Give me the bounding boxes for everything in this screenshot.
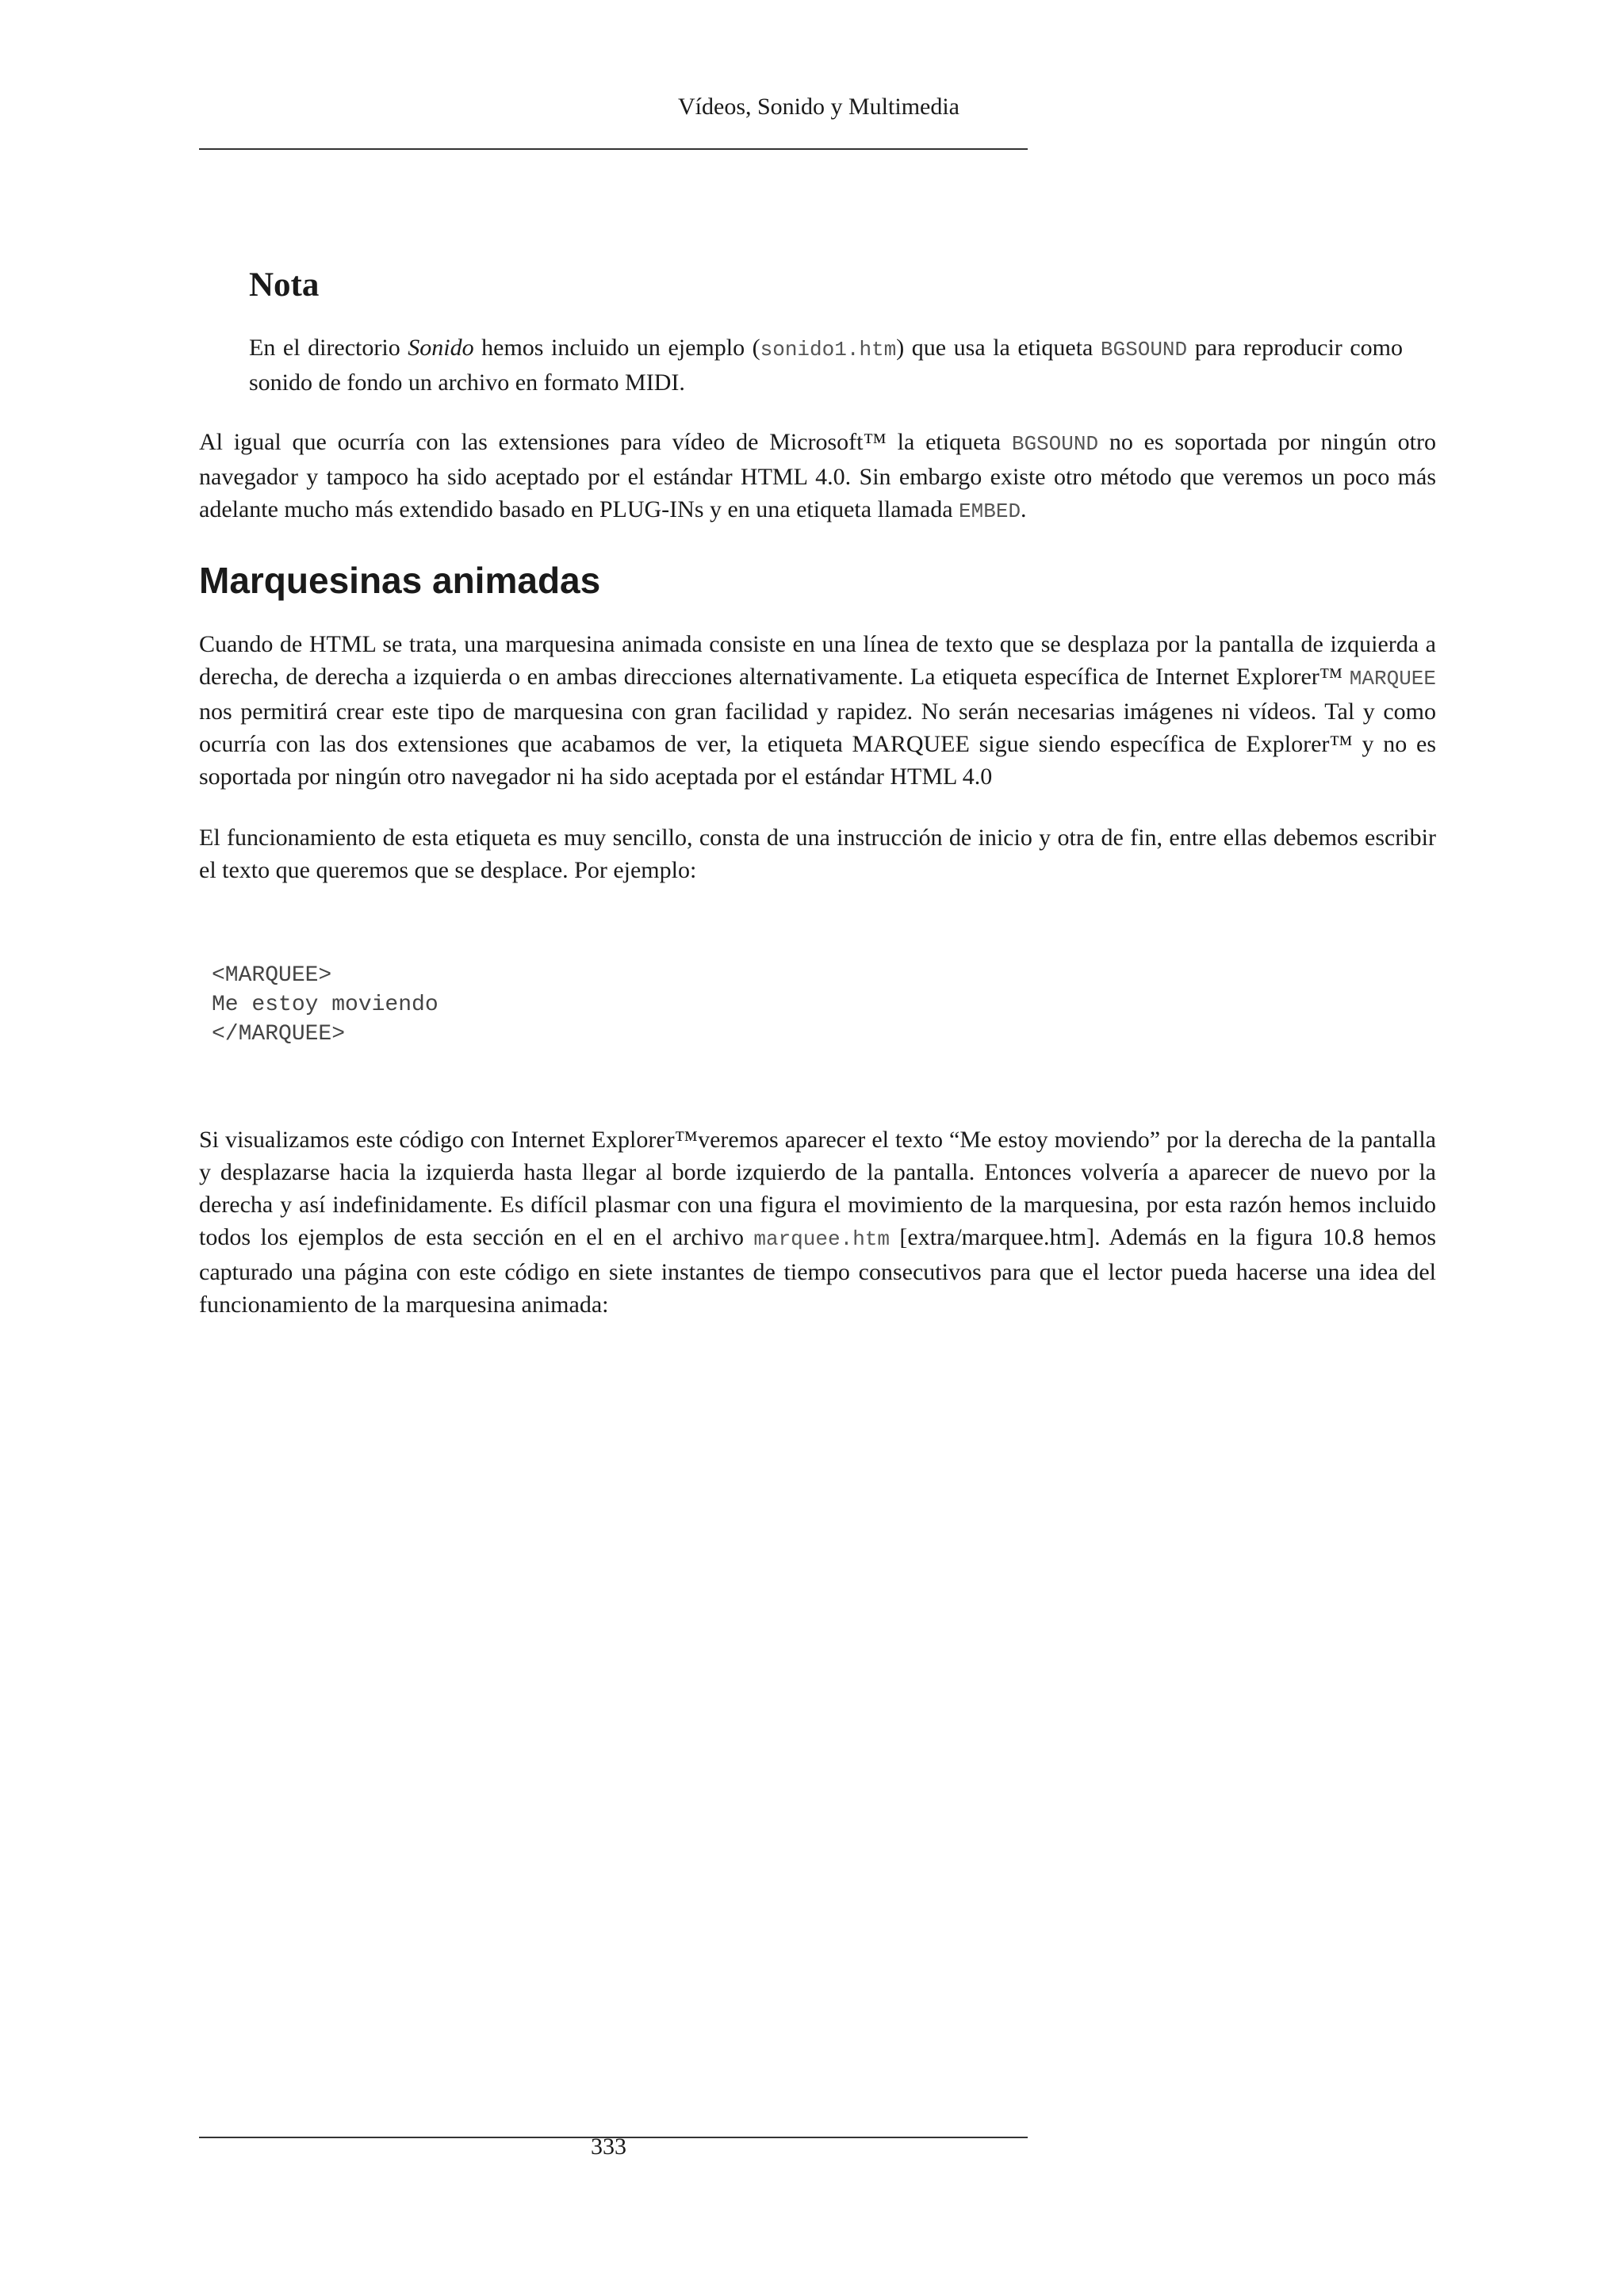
inline-code: BGSOUND [1011, 432, 1099, 456]
note-text: para reproducir como sonido de fondo un archivo en formato MIDI. [249, 335, 1403, 396]
section-heading: Marquesinas animadas [199, 560, 601, 601]
note-tag-code: BGSOUND [1100, 338, 1188, 362]
code-line: </MARQUEE> [212, 1022, 346, 1047]
paragraph-text: Al igual que ocurría con las extensiones para vídeo de Microsoft™ la etiqueta [199, 429, 1012, 455]
note-title: Nota [249, 266, 320, 304]
note-filename-code: sonido1.htm [760, 338, 897, 362]
paragraph-marquee-intro [199, 628, 1436, 793]
page-content [199, 262, 1436, 1349]
note-text: ) que usa la etiqueta [896, 335, 1101, 361]
paragraph-bgsound [199, 426, 1436, 528]
code-line: <MARQUEE> [212, 963, 332, 988]
paragraph-text: . [1021, 496, 1027, 522]
page-number-text: 333 [591, 2133, 626, 2160]
page-number [199, 2129, 1436, 2165]
note-paragraph [249, 331, 1403, 399]
paragraph-text: no es soportada por ningún otro navegador y tampoco ha sido aceptado por el estándar HTML 4.0. Sin embargo existe otro método que veremos un poco más adelante mucho más extendido basado en PLUG-INs y en una etiqueta llamada [199, 429, 1436, 522]
paragraph-text: Cuando de HTML se trata, una marquesina animada consiste en una línea de texto que se desplaza por la pantalla de izquierda a derecha, de derecha a izquierda o en ambas direcciones alternativamente. La etiqueta específica de Internet Explorer™ [199, 631, 1436, 690]
header-rule [199, 148, 1028, 150]
note-box [249, 262, 1403, 399]
note-emphasis: Sonido [408, 335, 474, 361]
code-example [212, 961, 1436, 1049]
note-text: hemos incluido un ejemplo ( [473, 335, 760, 361]
code-line: Me estoy moviendo [212, 993, 439, 1017]
paragraph-marquee-usage: El funcionamiento de esta etiqueta es muy sencillo, consta de una instrucción de inicio y otra de fin, entre ellas debemos escribir el texto que queremos que se desplace. Por ejemplo: [199, 825, 1436, 883]
note-text: En el directorio [249, 335, 408, 361]
paragraph-text: Si visualizamos este código con Internet Explorer™veremos aparecer el texto “Me estoy moviendo” por la derecha de la pantalla y desplazarse hacia la izquierda hasta llegar al borde izquierdo de la pantalla. Entonces volvería a aparecer de nuevo por la derecha y así indefinidamente. Es difícil plasmar con una figura el movimiento de la marquesina, por esta razón hemos incluido todos los ejemplos de esta sección en el en el archivo [199, 1127, 1436, 1250]
paragraph-text: nos permitirá crear este tipo de marquesina con gran facilidad y rapidez. No serán necesarias imágenes ni vídeos. Tal y como ocurría con las dos extensiones que acabamos de ver, la etiqueta MARQUEE sigue siendo específica de Explorer™ y no es soportada por ningún otro navegador ni ha sido aceptada por el estándar HTML 4.0 [199, 698, 1436, 790]
inline-code: MARQUEE [1349, 667, 1436, 691]
paragraph-text: [extra/marquee.htm]. Además en la figura 10.8 hemos capturado una página con este código en siete instantes de tiempo consecutivos para que el lector pueda hacerse una idea del funcionamiento de la marquesina animada: [199, 1224, 1436, 1318]
inline-code: marquee.htm [753, 1227, 891, 1251]
paragraph-marquee-explanation [199, 1123, 1436, 1321]
inline-code: EMBED [959, 499, 1021, 523]
running-header: Vídeos, Sonido y Multimedia [678, 94, 959, 120]
